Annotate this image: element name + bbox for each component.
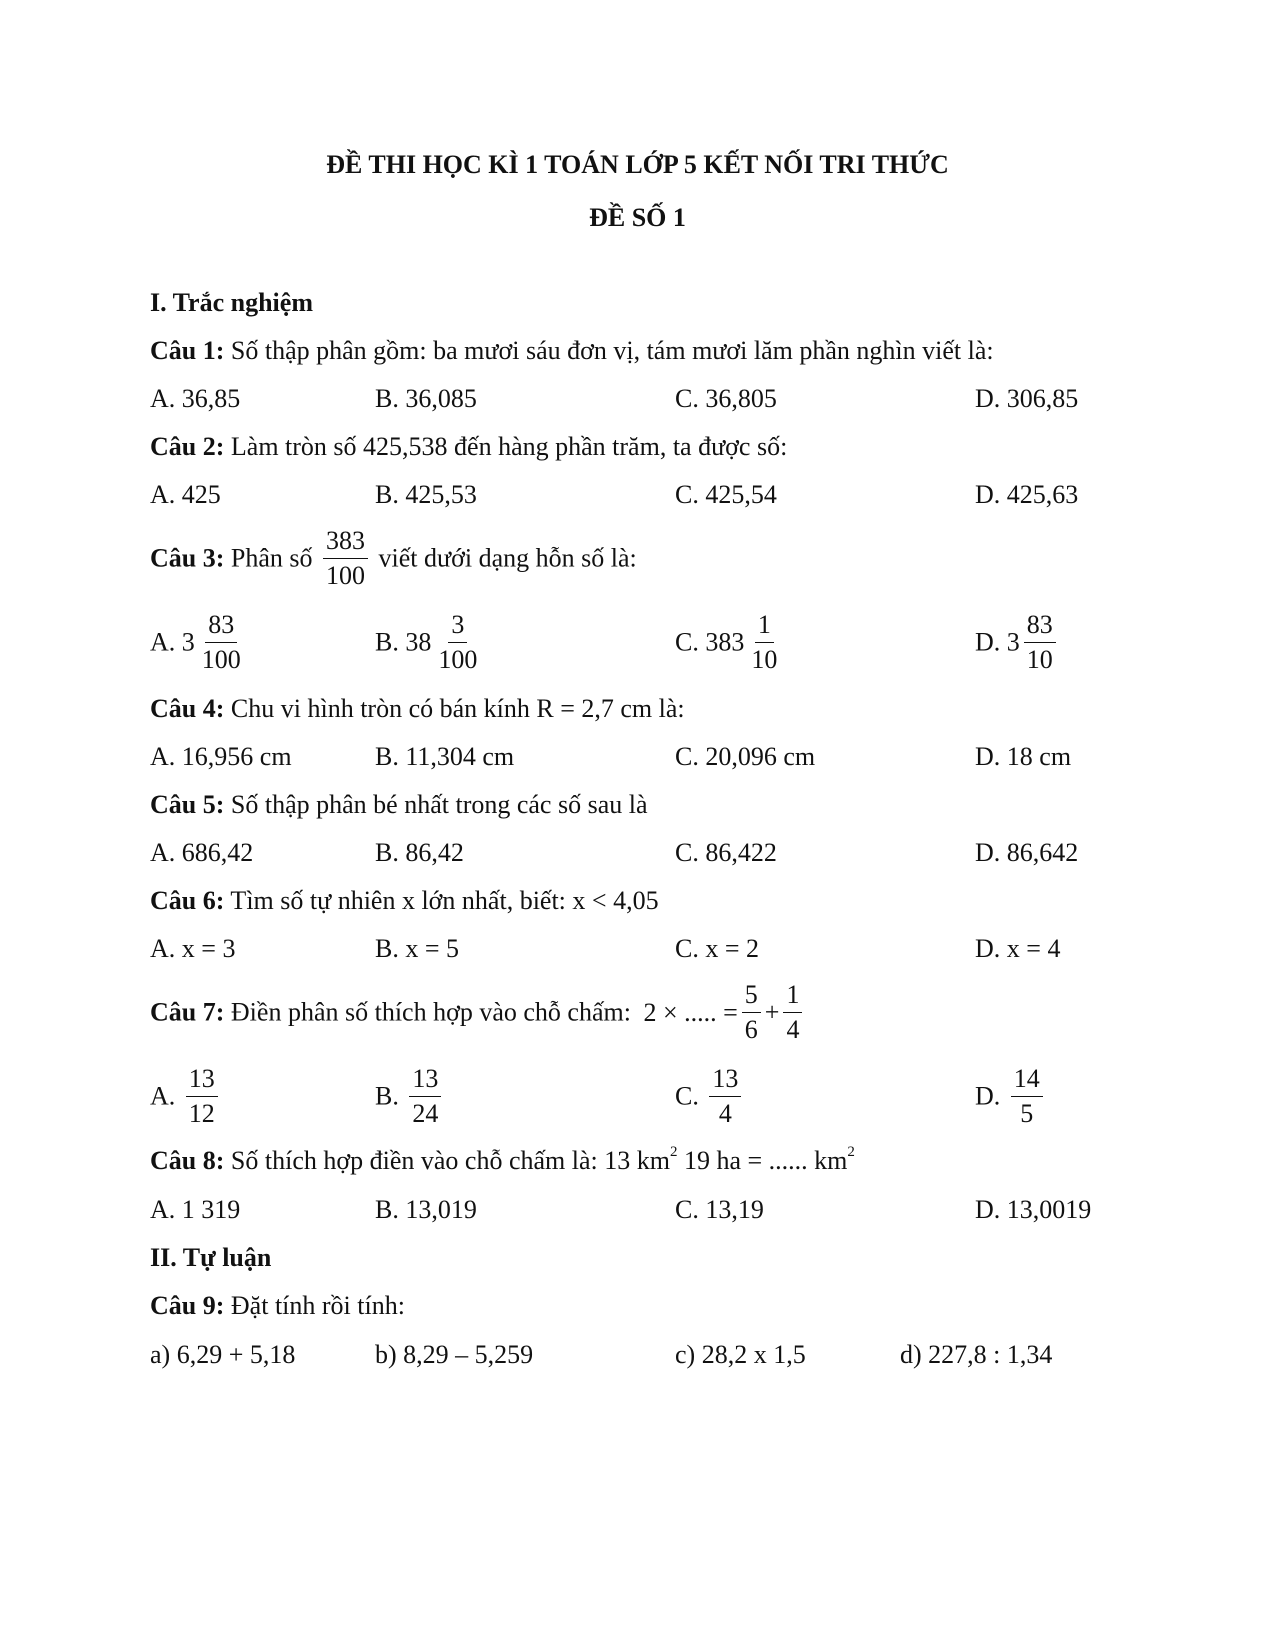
question-9 [150,1291,405,1321]
item-c: c) 28,2 x 1,5 [675,1340,806,1369]
fraction [783,982,802,1043]
superscript: 2 [669,1144,678,1160]
question-text: Đặt tính rồi tính: [224,1291,405,1320]
question-3 [150,528,637,589]
option-a [150,1066,222,1127]
question-text: Điền phân số thích hợp vào chỗ chấm: [224,997,631,1027]
option-a: A. 425 [150,480,221,509]
question-2 [150,432,787,462]
numerator: 13 [709,1066,741,1097]
question-label: Câu 8: [150,1146,225,1175]
question-text: Chu vi hình tròn có bán kính R = 2,7 cm là: [224,694,685,723]
option-b: B. 86,42 [375,838,464,867]
option-a: A. 16,956 cm [150,742,292,771]
option-d: D. x = 4 [975,934,1061,963]
fraction [1024,612,1056,673]
option-d: D. 425,63 [975,480,1079,509]
option-letter: B. [375,627,399,657]
fraction [742,982,761,1043]
question-8 [150,1146,855,1176]
option-a: A. 1 319 [150,1195,241,1224]
denominator: 100 [326,561,366,590]
denominator: 4 [786,1015,800,1044]
option-a: A. 36,85 [150,384,241,413]
whole-part: 3 [1006,627,1020,657]
option-letter: C. [675,1081,699,1111]
question-text: Số thích hợp điền vào chỗ chấm là: 13 km [224,1146,670,1175]
numerator: 14 [1011,1066,1043,1097]
option-d [975,612,1060,673]
option-b: B. 13,019 [375,1195,477,1224]
fraction [1011,1066,1043,1127]
fraction [748,612,780,673]
question-3-options [150,612,1150,684]
section-essay: II. Tự luận [150,1243,272,1272]
question-text-mid: 19 ha = ...... km [677,1146,848,1175]
option-b: B. 11,304 cm [375,742,515,771]
option-a [150,612,248,673]
whole-part: 38 [405,627,432,657]
superscript: 2 [847,1144,855,1160]
numerator: 83 [205,612,237,643]
question-label: Câu 2: [150,432,225,461]
question-4-options [150,742,1150,782]
numerator: 1 [783,982,802,1013]
question-label: Câu 7: [150,997,225,1027]
expression-start: 2 × ..... = [643,997,738,1027]
option-c: C. 86,422 [675,838,777,867]
option-a: A. x = 3 [150,934,236,963]
option-d [975,1066,1047,1127]
numerator: 13 [186,1066,218,1097]
denominator: 10 [751,645,778,674]
fraction [186,1066,218,1127]
section-multiple-choice: I. Trắc nghiệm [150,288,313,317]
numerator: 5 [742,982,761,1013]
option-c: C. 13,19 [675,1195,764,1224]
option-letter: C. [675,627,699,657]
denominator: 5 [1020,1099,1034,1128]
question-label: Câu 3: [150,543,225,573]
option-letter: B. [375,1081,399,1111]
plus-sign: + [764,997,780,1027]
exam-title: ĐỀ THI HỌC KÌ 1 TOÁN LỚP 5 KẾT NỐI TRI THỨC [326,150,949,179]
denominator: 100 [201,645,241,674]
option-d: D. 306,85 [975,384,1079,413]
question-text: Phân số [224,543,313,573]
question-7-options [150,1066,1150,1138]
denominator: 10 [1026,645,1053,674]
question-1-options [150,384,1150,424]
question-label: Câu 4: [150,694,225,723]
numerator: 3 [448,612,467,643]
question-5-options [150,838,1150,878]
item-b: b) 8,29 – 5,259 [375,1340,534,1369]
denominator: 6 [744,1015,758,1044]
question-label: Câu 6: [150,886,225,915]
option-b: B. x = 5 [375,934,460,963]
option-a: A. 686,42 [150,838,254,867]
option-letter: A. [150,627,176,657]
option-b: B. 36,085 [375,384,477,413]
option-c: C. 36,805 [675,384,777,413]
whole-part: 3 [181,627,195,657]
option-letter: D. [975,1081,1001,1111]
fraction [435,612,480,673]
question-2-options [150,480,1150,520]
option-d: D. 18 cm [975,742,1072,771]
question-label: Câu 9: [150,1291,225,1320]
question-text: Làm tròn số 425,538 đến hàng phần trăm, ta được số: [224,432,788,461]
question-1 [150,336,994,366]
item-d: d) 227,8 : 1,34 [900,1340,1053,1369]
option-d: D. 13,0019 [975,1195,1092,1224]
denominator: 100 [438,645,478,674]
item-a: a) 6,29 + 5,18 [150,1340,296,1369]
denominator: 12 [188,1099,215,1128]
option-b [375,612,484,673]
option-c: C. 425,54 [675,480,777,509]
option-b: B. 425,53 [375,480,477,509]
option-c: C. x = 2 [675,934,760,963]
numerator: 1 [755,612,774,643]
option-letter: A. [150,1081,176,1111]
question-6 [150,886,659,916]
whole-part: 383 [705,627,745,657]
question-8-options [150,1195,1150,1235]
question-4 [150,694,685,724]
option-letter: D. [975,627,1001,657]
denominator: 24 [412,1099,439,1128]
question-label: Câu 5: [150,790,225,819]
question-6-options [150,934,1150,974]
question-text: Tìm số tự nhiên x lớn nhất, biết: x < 4,05 [224,886,659,915]
numerator: 383 [323,528,368,559]
option-d: D. 86,642 [975,838,1079,867]
question-text: Số thập phân bé nhất trong các số sau là [224,790,648,819]
option-c [675,612,784,673]
option-c [675,1066,745,1127]
question-9-items [150,1340,1150,1380]
option-b [375,1066,445,1127]
question-text: Số thập phân gồm: ba mươi sáu đơn vị, tám mươi lăm phần nghìn viết là: [224,336,994,365]
question-label: Câu 1: [150,336,225,365]
fraction [199,612,244,673]
numerator: 13 [409,1066,441,1097]
fraction [323,528,368,589]
option-c: C. 20,096 cm [675,742,816,771]
exam-subtitle: ĐỀ SỐ 1 [589,203,686,232]
fraction [709,1066,741,1127]
numerator: 83 [1024,612,1056,643]
denominator: 4 [718,1099,732,1128]
question-7 [150,982,806,1043]
question-5 [150,790,648,820]
fraction [409,1066,441,1127]
question-text-end: viết dưới dạng hỗn số là: [378,543,637,573]
